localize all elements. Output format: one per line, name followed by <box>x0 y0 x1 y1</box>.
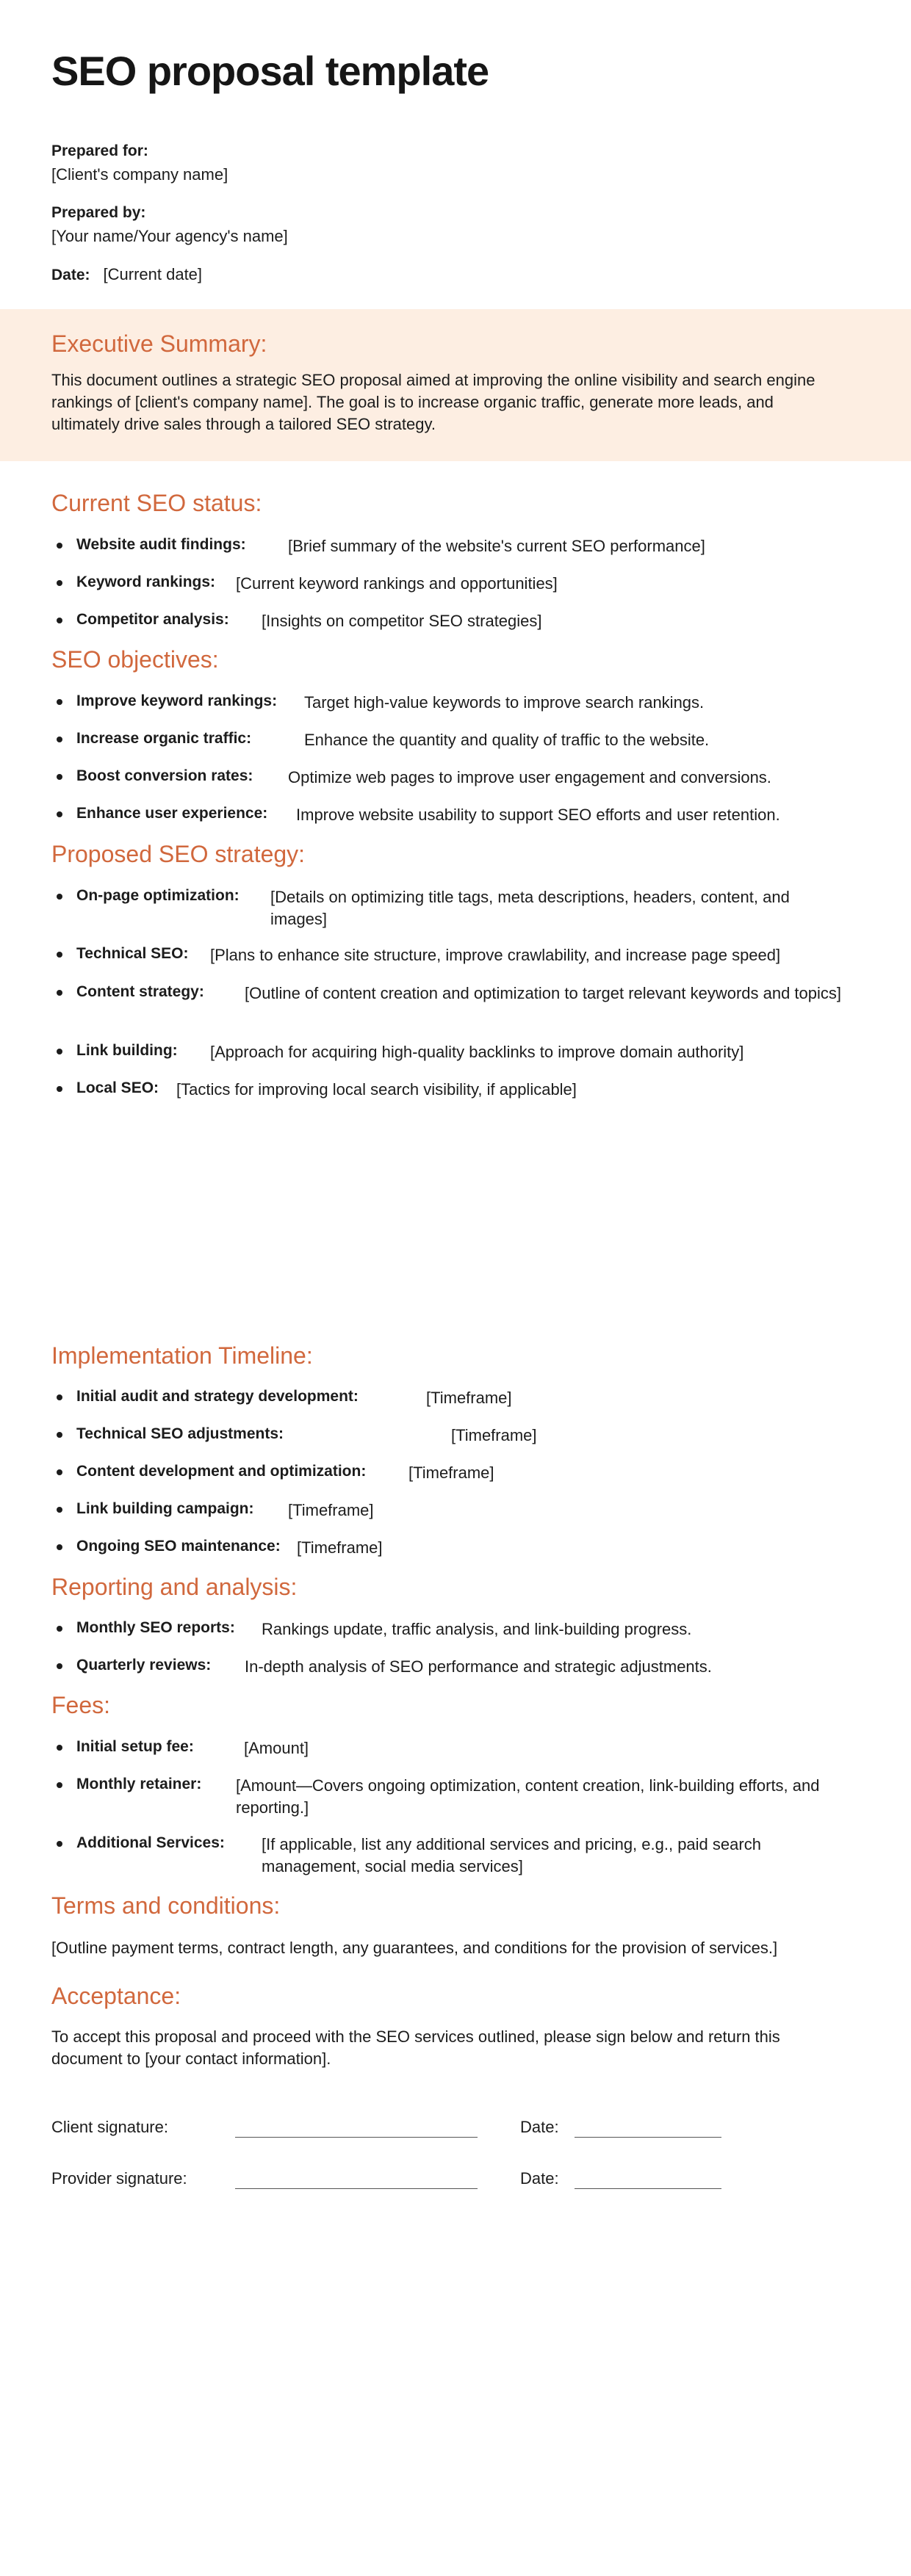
bullet-icon <box>57 543 62 549</box>
page-title: SEO proposal template <box>51 48 489 94</box>
item-description: [Tactics for improving local search visibility, if applicable] <box>176 1080 577 1099</box>
provider-date-label: Date: <box>520 2169 559 2188</box>
bullet-icon <box>57 1663 62 1669</box>
bullet-icon <box>57 1841 62 1847</box>
bullet-icon <box>57 699 62 705</box>
bullet-icon <box>57 1086 62 1092</box>
bullet-icon <box>57 580 62 586</box>
bullet-icon <box>57 1394 62 1400</box>
bullet-icon <box>57 1432 62 1438</box>
bullet-icon <box>57 952 62 958</box>
item-label: Website audit findings: <box>76 536 246 553</box>
client-date-line[interactable] <box>575 2137 721 2138</box>
item-label: Monthly SEO reports: <box>76 1619 235 1636</box>
item-label: Technical SEO adjustments: <box>76 1425 284 1442</box>
bullet-icon <box>57 1626 62 1632</box>
provider-signature-label: Provider signature: <box>51 2169 187 2188</box>
item-label: Improve keyword rankings: <box>76 692 278 709</box>
bullet-icon <box>57 618 62 623</box>
prepared-for-label: Prepared for: <box>51 142 148 159</box>
item-label: Link building campaign: <box>76 1500 254 1517</box>
item-label: Boost conversion rates: <box>76 767 253 784</box>
terms-heading: Terms and conditions: <box>51 1892 281 1919</box>
client-date-label: Date: <box>520 2118 559 2136</box>
item-description: [Insights on competitor SEO strategies] <box>262 612 542 630</box>
terms-text: [Outline payment terms, contract length, any guarantees, and conditions for the provision of services.] <box>51 1939 778 1957</box>
prepared-by-block <box>51 201 288 248</box>
timeline-heading: Implementation Timeline: <box>51 1342 313 1369</box>
executive-summary-heading: Executive Summary: <box>51 330 267 357</box>
item-label: On-page optimization: <box>76 887 240 904</box>
item-description: [Details on optimizing title tags, meta descriptions, headers, content, and images] <box>270 888 790 928</box>
item-description: [Timeframe] <box>288 1501 374 1519</box>
item-label: Local SEO: <box>76 1079 159 1096</box>
item-description: Improve website usability to support SEO efforts and user retention. <box>296 806 780 824</box>
item-label: Increase organic traffic: <box>76 730 252 747</box>
item-label: Monthly retainer: <box>76 1776 202 1792</box>
bullet-icon <box>57 1782 62 1788</box>
item-description: [Timeframe] <box>451 1426 537 1444</box>
client-signature-label: Client signature: <box>51 2118 168 2136</box>
item-label: Competitor analysis: <box>76 611 229 628</box>
bullet-icon <box>57 1507 62 1513</box>
client-signature-line[interactable] <box>235 2137 478 2138</box>
bullet-icon <box>57 1469 62 1475</box>
bullet-icon <box>57 737 62 742</box>
item-label: Ongoing SEO maintenance: <box>76 1538 281 1555</box>
item-description: [Outline of content creation and optimization to target relevant keywords and topics] <box>245 984 842 1002</box>
date-block <box>51 263 202 287</box>
item-description: [Current keyword rankings and opportunities] <box>236 574 558 593</box>
item-label: Initial setup fee: <box>76 1738 194 1755</box>
acceptance-heading: Acceptance: <box>51 1983 181 2009</box>
bullet-icon <box>57 774 62 780</box>
objectives-heading: SEO objectives: <box>51 646 219 673</box>
item-description: In-depth analysis of SEO performance and strategic adjustments. <box>245 1657 712 1676</box>
item-description: [Amount—Covers ongoing optimization, content creation, link-building efforts, and reporting.] <box>236 1776 820 1817</box>
item-description: [Timeframe] <box>297 1538 383 1557</box>
item-label: Content development and optimization: <box>76 1463 367 1480</box>
item-label: Link building: <box>76 1042 178 1059</box>
bullet-icon <box>57 894 62 900</box>
reporting-heading: Reporting and analysis: <box>51 1574 298 1600</box>
date-label: Date: <box>51 267 90 283</box>
executive-summary-text: This document outlines a strategic SEO proposal aimed at improving the online visibility and search engine rankings of [client's company name]. The goal is to increase organic traffic, generate more leads, and ultimately drive sales through a tailored SEO strategy. <box>51 371 815 433</box>
bullet-icon <box>57 990 62 996</box>
item-label: Enhance user experience: <box>76 805 268 822</box>
acceptance-text: To accept this proposal and proceed with the SEO services outlined, please sign below and return this document to [your contact information]. <box>51 2027 780 2068</box>
current-status-heading: Current SEO status: <box>51 490 262 516</box>
bullet-icon <box>57 1745 62 1751</box>
item-label: Additional Services: <box>76 1834 225 1851</box>
strategy-heading: Proposed SEO strategy: <box>51 841 306 867</box>
item-label: Quarterly reviews: <box>76 1657 212 1674</box>
item-description: [Brief summary of the website's current SEO performance] <box>288 537 705 555</box>
bullet-icon <box>57 1049 62 1054</box>
item-label: Content strategy: <box>76 983 204 1000</box>
prepared-by-label: Prepared by: <box>51 204 146 221</box>
item-label: Initial audit and strategy development: <box>76 1388 359 1405</box>
date-value: [Current date] <box>103 265 203 283</box>
item-label: Technical SEO: <box>76 945 189 962</box>
prepared-for-value: [Client's company name] <box>51 165 228 184</box>
prepared-by-value: [Your name/Your agency's name] <box>51 227 288 245</box>
provider-signature-line[interactable] <box>235 2188 478 2189</box>
item-description: Rankings update, traffic analysis, and link-building progress. <box>262 1620 692 1638</box>
item-label: Keyword rankings: <box>76 574 216 590</box>
prepared-for-block <box>51 140 228 187</box>
bullet-icon <box>57 811 62 817</box>
provider-date-line[interactable] <box>575 2188 721 2189</box>
item-description: [If applicable, list any additional services and pricing, e.g., paid search management, social media services] <box>262 1835 761 1875</box>
item-description: Optimize web pages to improve user engagement and conversions. <box>288 768 771 786</box>
item-description: [Plans to enhance site structure, improve crawlability, and increase page speed] <box>210 946 781 964</box>
item-description: [Timeframe] <box>408 1464 494 1482</box>
item-description: [Approach for acquiring high-quality backlinks to improve domain authority] <box>210 1043 744 1061</box>
item-description: [Timeframe] <box>426 1389 512 1407</box>
fees-heading: Fees: <box>51 1692 111 1718</box>
item-description: Target high-value keywords to improve search rankings. <box>304 693 705 712</box>
item-description: Enhance the quantity and quality of traffic to the website. <box>304 731 710 749</box>
bullet-icon <box>57 1544 62 1550</box>
item-description: [Amount] <box>244 1739 309 1757</box>
